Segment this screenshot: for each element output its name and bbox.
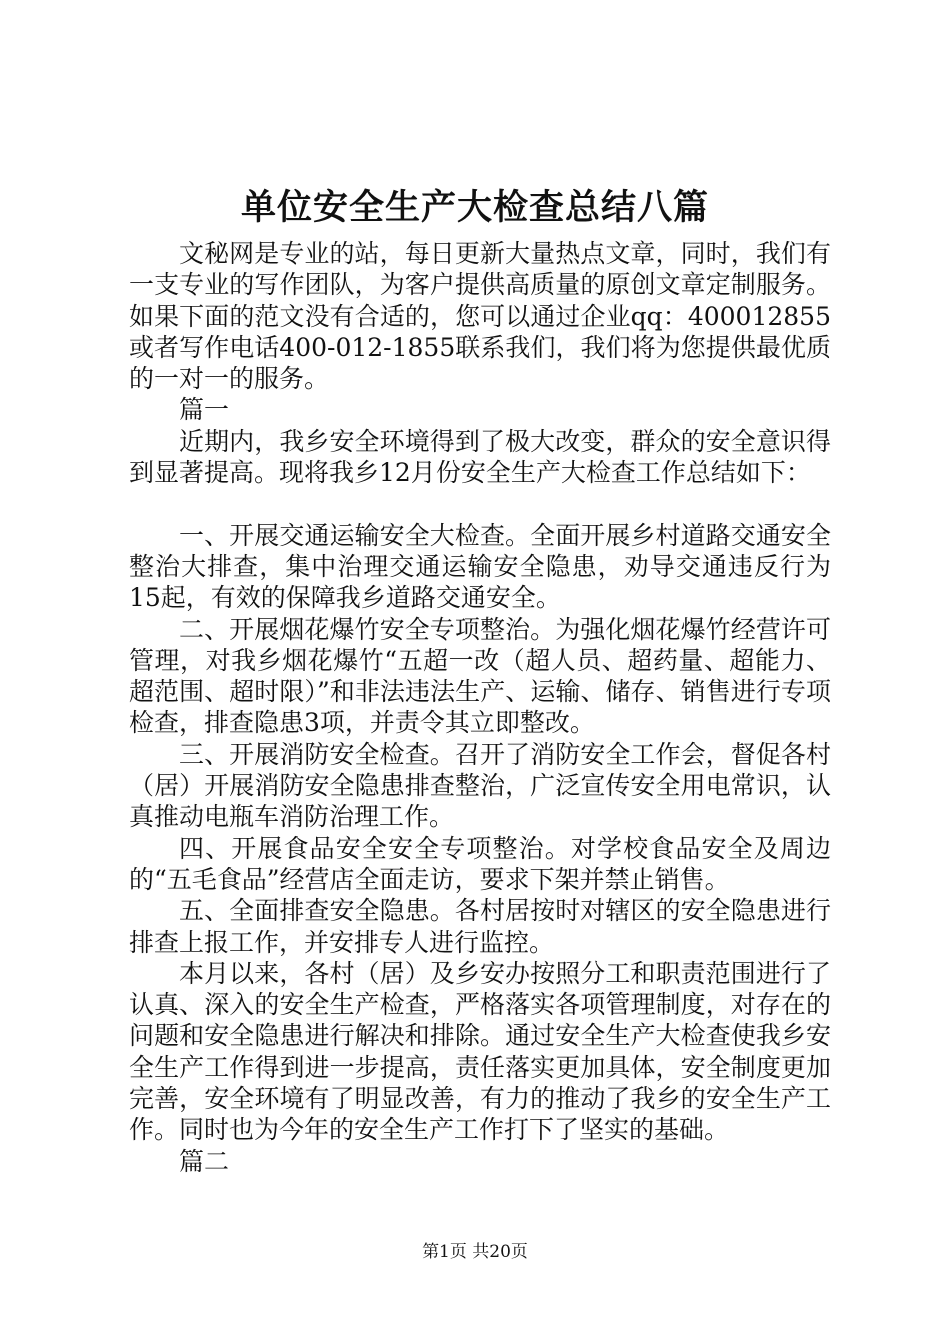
document-title: 单位安全生产大检查总结八篇 xyxy=(240,187,709,228)
section-1-paragraph: 四、开展食品安全安全专项整治。对学校食品安全及周边的“五毛食品”经营店全面走访，要求下架并禁止销售。 xyxy=(129,833,831,894)
section-1-paragraph: 五、全面排查安全隐患。各村居按时对辖区的安全隐患进行排查上报工作，并安排专人进行监控。 xyxy=(129,896,831,957)
section-1-paragraph: 本月以来，各村（居）及乡安办按照分工和职责范围进行了认真、深入的安全生产检查，严格落实各项管理制度，对存在的问题和安全隐患进行解决和排除。通过安全生产大检查使我乡安全生产工作得到进一步提高，责任落实更加具体，安全制度更加完善，安全环境有了明显改善，有力的推动了我乡的安全生产工作。同时也为今年的安全生产工作打下了坚实的基础。 xyxy=(129,958,831,1145)
document-body xyxy=(129,238,831,1177)
intro-paragraph: 文秘网是专业的站，每日更新大量热点文章，同时，我们有一支专业的写作团队，为客户提供高质量的原创文章定制服务。如果下面的范文没有合适的，您可以通过企业qq：400012855或者写作电话400-012-1855联系我们，我们将为您提供最优质的一对一的服务。 xyxy=(129,239,831,394)
section-heading-1: 篇一 xyxy=(179,395,230,425)
section-1-paragraph: 近期内，我乡安全环境得到了极大改变，群众的安全意识得到显著提高。现将我乡12月份安全生产大检查工作总结如下： xyxy=(129,426,831,488)
section-1-paragraph: 二、开展烟花爆竹安全专项整治。为强化烟花爆竹经营许可管理，对我乡烟花爆竹“五超一改（超人员、超药量、超能力、超范围、超时限）”和非法违法生产、运输、储存、销售进行专项检查，排查隐患3项，并责令其立即整改。 xyxy=(129,614,831,738)
page-number-footer: 第1页 共20页 xyxy=(422,1242,528,1262)
section-1-paragraph: 三、开展消防安全检查。召开了消防安全工作会，督促各村（居）开展消防安全隐患排查整治，广泛宣传安全用电常识，认真推动电瓶车消防治理工作。 xyxy=(129,739,831,832)
section-heading-2: 篇二 xyxy=(179,1146,230,1176)
section-1-paragraph: 一、开展交通运输安全大检查。全面开展乡村道路交通安全整治大排查，集中治理交通运输安全隐患，劝导交通违反行为15起，有效的保障我乡道路交通安全。 xyxy=(129,520,831,613)
